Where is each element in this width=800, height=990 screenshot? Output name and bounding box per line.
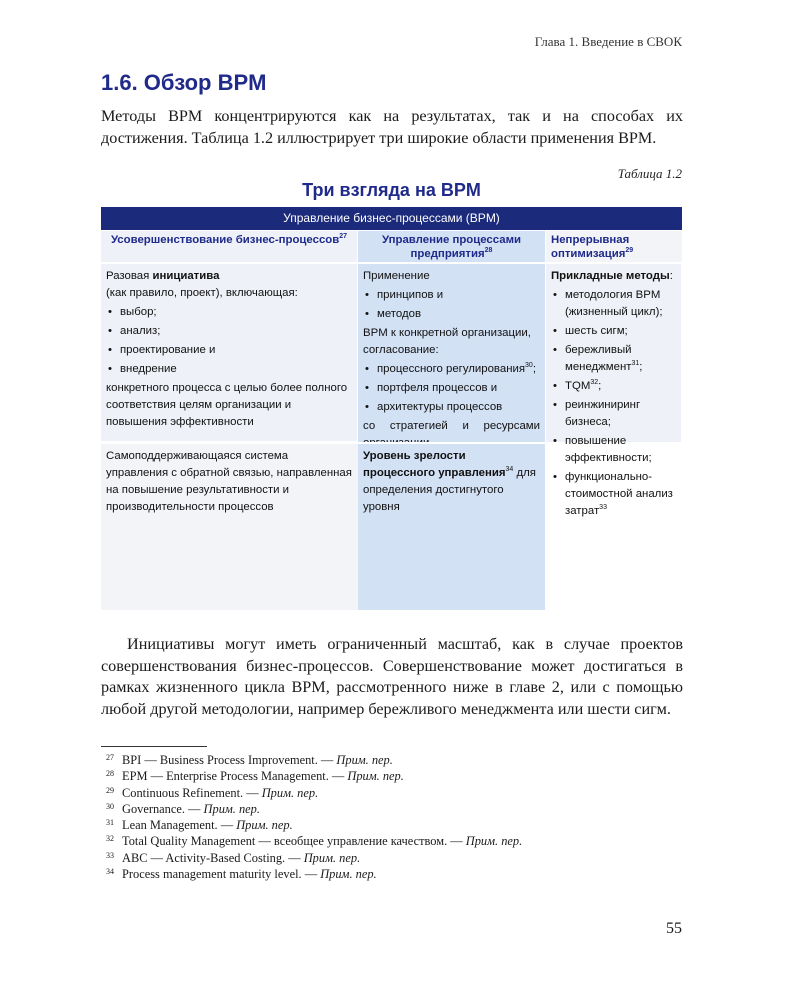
footnote-body: Process management maturity level. — <box>122 867 321 882</box>
footnote <box>106 785 686 801</box>
list-item: • архитектуры процессов <box>363 399 540 416</box>
item-text: функционально-стоимостной анализ затрат <box>565 471 673 517</box>
cell-tail: конкретного процесса с целью более полного соответствия целям организации и повышения эффективности <box>106 382 348 428</box>
lead-bold: инициатива <box>152 270 220 282</box>
footnote-text <box>122 833 522 849</box>
footnotes <box>106 752 686 882</box>
footnote <box>106 817 686 833</box>
list-item: • внедрение <box>106 361 352 378</box>
item-after: ; <box>639 361 643 373</box>
table-banner: Управление бизнес-процессами (BPM) <box>101 207 682 230</box>
footnote-note: Прим. пер. <box>236 818 293 833</box>
section-title: 1.6. Обзор BPM <box>101 70 267 95</box>
list-item: • методов <box>363 306 540 323</box>
cell-refinement <box>101 442 358 610</box>
footnote-ref: 27 <box>339 233 348 241</box>
bpm-table <box>101 207 682 610</box>
footnote-note: Прим. пер. <box>203 801 260 816</box>
cell-applied-methods <box>546 262 682 517</box>
footnote-text <box>122 850 360 866</box>
list-item: • анализ; <box>106 323 352 340</box>
footnote-body: Total Quality Management — всеобщее управление качеством. — <box>122 834 466 849</box>
footnote-note: Прим. пер. <box>320 867 377 882</box>
column-header-refinement <box>546 230 682 262</box>
footnote-ref: 28 <box>484 246 493 254</box>
footnote-text <box>122 768 404 784</box>
list-item: • принципов и <box>363 287 540 304</box>
table-grid <box>101 230 682 610</box>
column-header-label: Усовершенствование бизнес-процессов <box>110 234 340 246</box>
footnote-number: 31 <box>106 818 114 828</box>
footnote-note: Прим. пер. <box>261 785 319 800</box>
footnote <box>106 752 686 768</box>
footnote <box>106 850 686 866</box>
footnote-text <box>122 752 393 768</box>
column-header-epm <box>358 230 546 262</box>
footnote-text <box>122 817 293 833</box>
item-text: бережливый менеджмент <box>565 344 632 373</box>
item-text: TQM <box>565 380 591 392</box>
item-after: ; <box>532 363 536 375</box>
footnote-ref: 30 <box>525 362 533 370</box>
cell-lead-rest: (как правило, проект), включающая: <box>106 287 298 299</box>
table-caption: Таблица 1.2 <box>617 166 682 181</box>
lead-colon: : <box>669 270 673 282</box>
list-item: • шесть сигм; <box>551 323 676 340</box>
list-item <box>551 378 676 395</box>
list-item: • реинжиниринг бизнеса; <box>551 397 676 431</box>
item-after: ; <box>598 380 602 392</box>
column-header-label: Непрерывная оптимизация <box>551 234 630 260</box>
footnote-body: Governance. — <box>122 801 204 816</box>
initiative-list <box>106 304 352 378</box>
cell-mid: BPM к конкретной организации, согласование: <box>363 327 531 356</box>
alignment-list <box>363 361 540 416</box>
footnote-number: 30 <box>106 801 114 811</box>
running-header: Глава 1. Введение в СВОК <box>534 34 682 49</box>
footnote <box>106 801 686 817</box>
list-item <box>551 469 676 520</box>
footnote-text <box>122 785 318 801</box>
lead-bold: Прикладные методы <box>551 270 670 282</box>
footnote-text <box>122 866 377 882</box>
footnote-ref: 31 <box>631 360 640 368</box>
footnote-note: Прим. пер. <box>336 753 393 767</box>
cell-tail: со стратегией и ресурсами <box>363 420 540 432</box>
footnote-rule <box>101 746 207 747</box>
body-paragraph <box>101 634 683 720</box>
footnote-ref: 29 <box>625 246 634 254</box>
body-text: Инициативы могут иметь ограниченный масштаб, как в случае проектов совершенствования бизнес-процессов. Совершенствование может достигаться в рамках жизненного цикла BPM, рассмотренного ниже в главе 2, или с помощью любой другой методологии, например бережливого менеджмента или шести сигм. <box>101 635 683 718</box>
cell-text: Самоподдерживающаяся система управления с обратной связью, направленная на повышение результативности и производительности процессов <box>106 450 352 513</box>
list-item: • портфеля процессов и <box>363 380 540 397</box>
methods-list <box>551 287 676 520</box>
footnote-body: BPI — Business Process Improvement. — <box>122 753 337 767</box>
list-item: • методология BPM (жизненный цикл); <box>551 287 676 321</box>
column-header-label: Управление процессами предприятия <box>381 234 522 260</box>
footnote-number: 27 <box>106 753 114 762</box>
intro-paragraph: Методы BPM концентрируются как на результатах, так и на способах их достижения. Таблица 1.2 иллюстрирует три широкие области применения BPM. <box>101 107 683 147</box>
footnote-number: 28 <box>106 769 114 779</box>
footnote-body: EPM — Enterprise Process Management. — <box>122 769 348 784</box>
principles-list <box>363 287 540 323</box>
footnote-body: Continuous Refinement. — <box>122 785 262 800</box>
item-text: процессного регулирования <box>377 363 526 375</box>
cell-initiative <box>101 262 358 442</box>
cell-lead <box>551 268 676 285</box>
cell-application <box>358 262 546 442</box>
cell-maturity <box>358 442 546 610</box>
footnote-ref: 34 <box>505 466 514 474</box>
footnote-text <box>122 801 260 817</box>
footnote-body: Lean Management. — <box>122 818 237 833</box>
footnote <box>106 833 686 849</box>
cell-lead: Применение <box>363 270 430 282</box>
footnote <box>106 768 686 784</box>
page-number: 55 <box>666 920 682 937</box>
footnote-note: Прим. пер. <box>465 834 523 849</box>
footnote-body: ABC — Activity-Based Costing. — <box>122 850 304 865</box>
lead-text: Разовая <box>106 270 153 282</box>
footnote-number: 34 <box>106 867 114 877</box>
list-item <box>551 342 676 376</box>
column-header-bpi <box>101 230 358 262</box>
footnote-number: 29 <box>106 785 114 795</box>
footnote-ref: 32 <box>590 379 599 387</box>
maturity-rest: для определения достигнутого уровня <box>363 467 536 513</box>
table-title: Три взгляда на BPM <box>302 180 481 200</box>
footnote-note: Прим. пер. <box>303 850 361 865</box>
list-item <box>363 361 540 378</box>
cell-lead <box>106 268 352 285</box>
list-item: • выбор; <box>106 304 352 321</box>
footnote-number: 32 <box>106 834 114 844</box>
footnote <box>106 866 686 882</box>
list-item: • повышение эффективности; <box>551 433 676 467</box>
cell-text <box>363 448 540 516</box>
maturity-bold: Уровень зрелости процессного управления <box>363 450 506 479</box>
footnote-note: Прим. пер. <box>347 769 404 784</box>
footnote-number: 33 <box>106 850 114 860</box>
footnote-ref: 33 <box>599 504 607 512</box>
list-item: • проектирование и <box>106 342 352 359</box>
